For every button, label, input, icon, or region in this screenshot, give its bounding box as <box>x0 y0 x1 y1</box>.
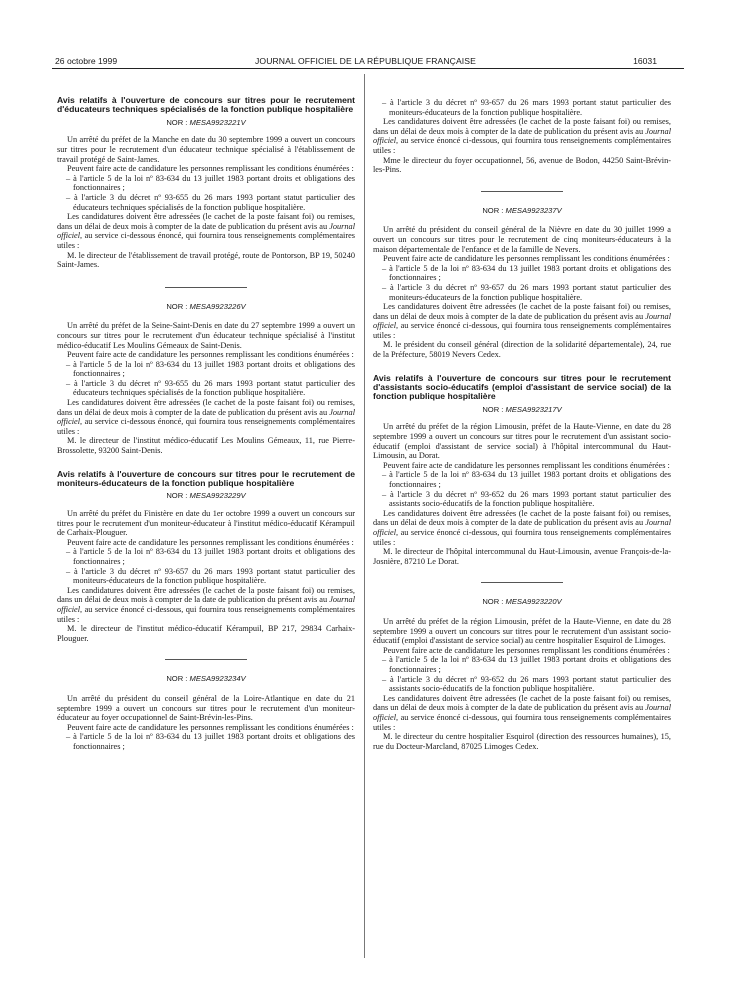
list-item: – à l'article 5 de la loi nº 83-634 du 13 juillet 1983 portant droits et obligations des fonctionnaires ; <box>382 655 671 674</box>
list-item: – à l'article 3 du décret nº 93-657 du 26 mars 1993 portant statut particulier des moniteurs-éducateurs de la fonction publique hospitalière. <box>66 566 355 586</box>
nor-reference: NOR : MESA9923221V <box>166 117 246 127</box>
list-item: – à l'article 5 de la loi nº 83-634 du 13 juillet 1983 portant droits et obligations des fonctionnaires ; <box>66 547 355 566</box>
header-rule <box>52 68 684 69</box>
paragraph: M. le directeur de l'institut médico-éducatif Les Moulins Gémeaux, 11, rue Pierre-Brossolette, 93200 Saint-Denis. <box>57 436 355 456</box>
section-heading: Avis relatifs à l'ouverture de concours sur titres pour le recrutement de moniteurs-éducateurs de la fonction publique hospitalière <box>57 468 355 489</box>
paragraph: Peuvent faire acte de candidature les personnes remplissant les conditions énumérées : <box>383 254 670 264</box>
notice-manche <box>57 96 355 270</box>
paragraph: Un arrêté du préfet de la région Limousin, préfet de la Haute-Vienne, en date du 28 septembre 1999 a ouvert un concours sur titres pour le recrutement d'un assistant socio-éducatif (emploi d'assistant de service social) au centre hospitalier Esquirol de Limoges. <box>373 616 671 646</box>
paragraph: M. le directeur de l'institut médico-éducatif Kérampuil, BP 217, 29834 Carhaix-Plouguer. <box>57 624 355 643</box>
right-column <box>373 98 671 751</box>
list-item: – à l'article 3 du décret nº 93-655 du 26 mars 1993 portant statut particulier des éducateurs techniques spécialisés de la fonction publique hospitalière. <box>66 378 355 398</box>
list-item: – à l'article 3 du décret nº 93-657 du 26 mars 1993 portant statut particulier des moniteurs-éducateurs de la fonction publique hospitalière. <box>382 282 671 302</box>
paragraph: Les candidatures doivent être adressées (le cachet de la poste faisant foi) ou remises, dans un délai de deux mois à compter de la date de publication du présent avis au Journal officiel, au service énoncé ci-dessous, qui fournira tous renseignements complémentaires utiles : <box>373 302 671 340</box>
paragraph: Les candidatures doivent être adressées (le cachet de la poste faisant foi) ou remises, dans un délai de deux mois à compter de la date de publication du présent avis au Journal officiel, au service ci-dessous énoncé, qui fournira tous renseignements complémentaires utiles : <box>57 212 355 250</box>
list-item: – à l'article 5 de la loi nº 83-634 du 13 juillet 1983 portant droits et obligations des fonctionnaires ; <box>66 732 355 751</box>
paragraph: M. le président du conseil général (direction de la solidarité départementale), 24, rue de la Préfecture, 58019 Nevers Cedex. <box>373 340 671 360</box>
nor-reference: NOR : MESA9923226V <box>166 301 246 311</box>
separator-rule <box>481 191 563 192</box>
nor-reference: NOR : MESA9923220V <box>482 597 562 607</box>
notice-finistere <box>57 470 355 644</box>
paragraph: Les candidatures doivent être adressées (le cachet de la poste faisant foi) ou remises, dans un délai de deux mois à compter de la date de publication du présent avis au Journal officiel, au service énoncé ci-dessous, qui fournira tous renseignements complémentaires utiles : <box>373 117 671 155</box>
paragraph: Un arrêté du président du conseil général de la Loire-Atlantique en date du 21 septembre 1999 a ouvert un concours sur titres pour le recrutement d'un moniteur-éducateur au foyer occupationnel de Saint-Brévin-les-Pins. <box>57 693 355 723</box>
paragraph: M. le directeur de l'hôpital intercommunal du Haut-Limousin, avenue François-de-la-Josnière, 87210 Le Dorat. <box>373 547 671 566</box>
paragraph: Un arrêté du président du conseil général de la Nièvre en date du 30 juillet 1999 a ouvert un concours sur titres pour le recrutement de cinq moniteurs-éducateurs à la maison départementale de l'enfance et de la famille de Nevers. <box>373 225 671 254</box>
paragraph: Un arrêté du préfet de la Seine-Saint-Denis en date du 27 septembre 1999 a ouvert un concours sur titres pour le recrutement d'un éducateur technique spécialisé à l'institut médico-éducatif Les Moulins Gémeaux de Saint-Denis. <box>57 321 355 350</box>
paragraph: Les candidatures doivent être adressées (le cachet de la poste faisant foi) ou remises, dans un délai de deux mois à compter de la date de publication du présent avis au Journal officiel, au service énoncé ci-dessous, qui fournira tous renseignements complémentaires utiles : <box>373 693 671 732</box>
list-item: – à l'article 5 de la loi nº 83-634 du 13 juillet 1983 portant droits et obligations des fonctionnaires ; <box>66 173 355 193</box>
paragraph: Les candidatures doivent être adressées (le cachet de la poste faisant foi) ou remises, dans un délai de deux mois à compter de la date de publication du présent avis au Journal officiel, au service ci-dessous énoncé, qui fournira tous renseignements complémentaires utiles : <box>57 398 355 436</box>
paragraph: Les candidatures doivent être adressées (le cachet de la poste faisant foi) ou remises, dans un délai de deux mois à compter de la date de publication du présent avis au Journal officiel, au service énoncé ci-dessous, qui fournira tous renseignements complémentaires utiles : <box>373 508 671 547</box>
nor-reference: NOR : MESA9923229V <box>166 491 246 501</box>
list-item: – à l'article 3 du décret nº 93-655 du 26 mars 1993 portant statut particulier des éducateurs techniques spécialisés de la fonction publique hospitalière. <box>66 192 355 212</box>
notice-loire-atlantique <box>57 674 355 751</box>
page-number: 16031 <box>633 56 657 66</box>
journal-title: JOURNAL OFFICIEL DE LA RÉPUBLIQUE FRANÇAISE <box>255 56 476 66</box>
paragraph: Un arrêté du préfet de la région Limousin, préfet de la Haute-Vienne, en date du 28 septembre 1999 a ouvert un concours sur titres pour le recrutement d'un assistant socio-éducatif (emploi d'assistant de service social) à l'hôpital intercommunal du Haut-Limousin, au Dorat. <box>373 422 671 461</box>
notice-haute-vienne-limoges <box>373 597 671 751</box>
list-item: – à l'article 3 du décret nº 93-657 du 26 mars 1993 portant statut particulier des moniteurs-éducateurs de la fonction publique hospitalière. <box>382 98 671 117</box>
list-item: – à l'article 3 du décret nº 93-652 du 26 mars 1993 portant statut particulier des assistants socio-éducatifs de la fonction publique hospitalière. <box>382 489 671 509</box>
notice-seine-saint-denis <box>57 302 355 456</box>
section-heading: Avis relatifs à l'ouverture de concours sur titres pour le recrutement d'éducateurs techniques spécialisés de la fonction publique hospitalière <box>57 95 355 115</box>
paragraph: M. le directeur de l'établissement de travail protégé, route de Pontorson, BP 19, 50240 Saint-James. <box>57 250 355 270</box>
nor-reference: NOR : MESA9923237V <box>482 205 562 215</box>
list-item: – à l'article 5 de la loi nº 83-634 du 13 juillet 1983 portant droits et obligations des fonctionnaires ; <box>382 470 671 490</box>
paragraph: Peuvent faire acte de candidature les personnes remplissant les conditions énumérées : <box>67 722 354 732</box>
list-item: – à l'article 5 de la loi nº 83-634 du 13 juillet 1983 portant droits et obligations des fonctionnaires ; <box>382 263 671 283</box>
paragraph: Peuvent faire acte de candidature les personnes remplissant les conditions énumérées : <box>67 537 354 547</box>
section-heading: Avis relatifs à l'ouverture de concours sur titres pour le recrutement d'assistants socio-éducatifs (emploi d'assistant de service social) de la fonction publique hospitalière <box>373 372 671 402</box>
notice-loire-atlantique-continued <box>373 98 671 175</box>
issue-date: 26 octobre 1999 <box>55 56 118 66</box>
paragraph: Un arrêté du préfet du Finistère en date du 1er octobre 1999 a ouvert un concours sur titres pour le recrutement d'un moniteur-éducateur à l'institut médico-éducatif Kérampuil de Carhaix-Plouguer. <box>57 509 355 538</box>
notice-nievre <box>373 206 671 360</box>
paragraph: Peuvent faire acte de candidature les personnes remplissant les conditions énumérées : <box>383 645 670 655</box>
separator-rule <box>165 659 247 660</box>
separator-rule <box>165 287 247 288</box>
paragraph: M. le directeur du centre hospitalier Esquirol (direction des ressources humaines), 15, rue du Docteur-Marcland, 87025 Limoges Cedex. <box>373 732 671 751</box>
page-header <box>0 0 731 70</box>
separator-rule <box>481 582 563 583</box>
nor-reference: NOR : MESA9923234V <box>166 674 246 684</box>
paragraph: Peuvent faire acte de candidature les personnes remplissant les conditions énumérées : <box>67 164 354 174</box>
list-item: – à l'article 5 de la loi nº 83-634 du 13 juillet 1983 portant droits et obligations des fonctionnaires ; <box>66 359 355 379</box>
paragraph: Un arrêté du préfet de la Manche en date du 30 septembre 1999 a ouvert un concours sur titres pour le recrutement d'un éducateur technique spécialisé à l'établissement de travail protégé de Saint-James. <box>57 135 355 164</box>
list-item: – à l'article 3 du décret nº 93-652 du 26 mars 1993 portant statut particulier des assistants socio-éducatifs de la fonction publique hospitalière. <box>382 674 671 694</box>
left-column <box>57 96 355 752</box>
notice-haute-vienne-dorat <box>373 374 671 567</box>
paragraph: Peuvent faire acte de candidature les personnes remplissant les conditions énumérées : <box>67 350 354 360</box>
paragraph: Les candidatures doivent être adressées (le cachet de la poste faisant foi) ou remises, dans un délai de deux mois à compter de la date de publication du présent avis au Journal officiel, au service énoncé ci-dessous, qui fournira tous renseignements complémentaires utiles : <box>57 585 355 624</box>
nor-reference: NOR : MESA9923217V <box>482 404 562 414</box>
paragraph: Peuvent faire acte de candidature les personnes remplissant les conditions énumérées : <box>383 460 670 470</box>
column-divider <box>364 74 365 958</box>
paragraph: Mme le directeur du foyer occupationnel, 56, avenue de Bodon, 44250 Saint-Brévin-les-Pins. <box>373 155 671 175</box>
